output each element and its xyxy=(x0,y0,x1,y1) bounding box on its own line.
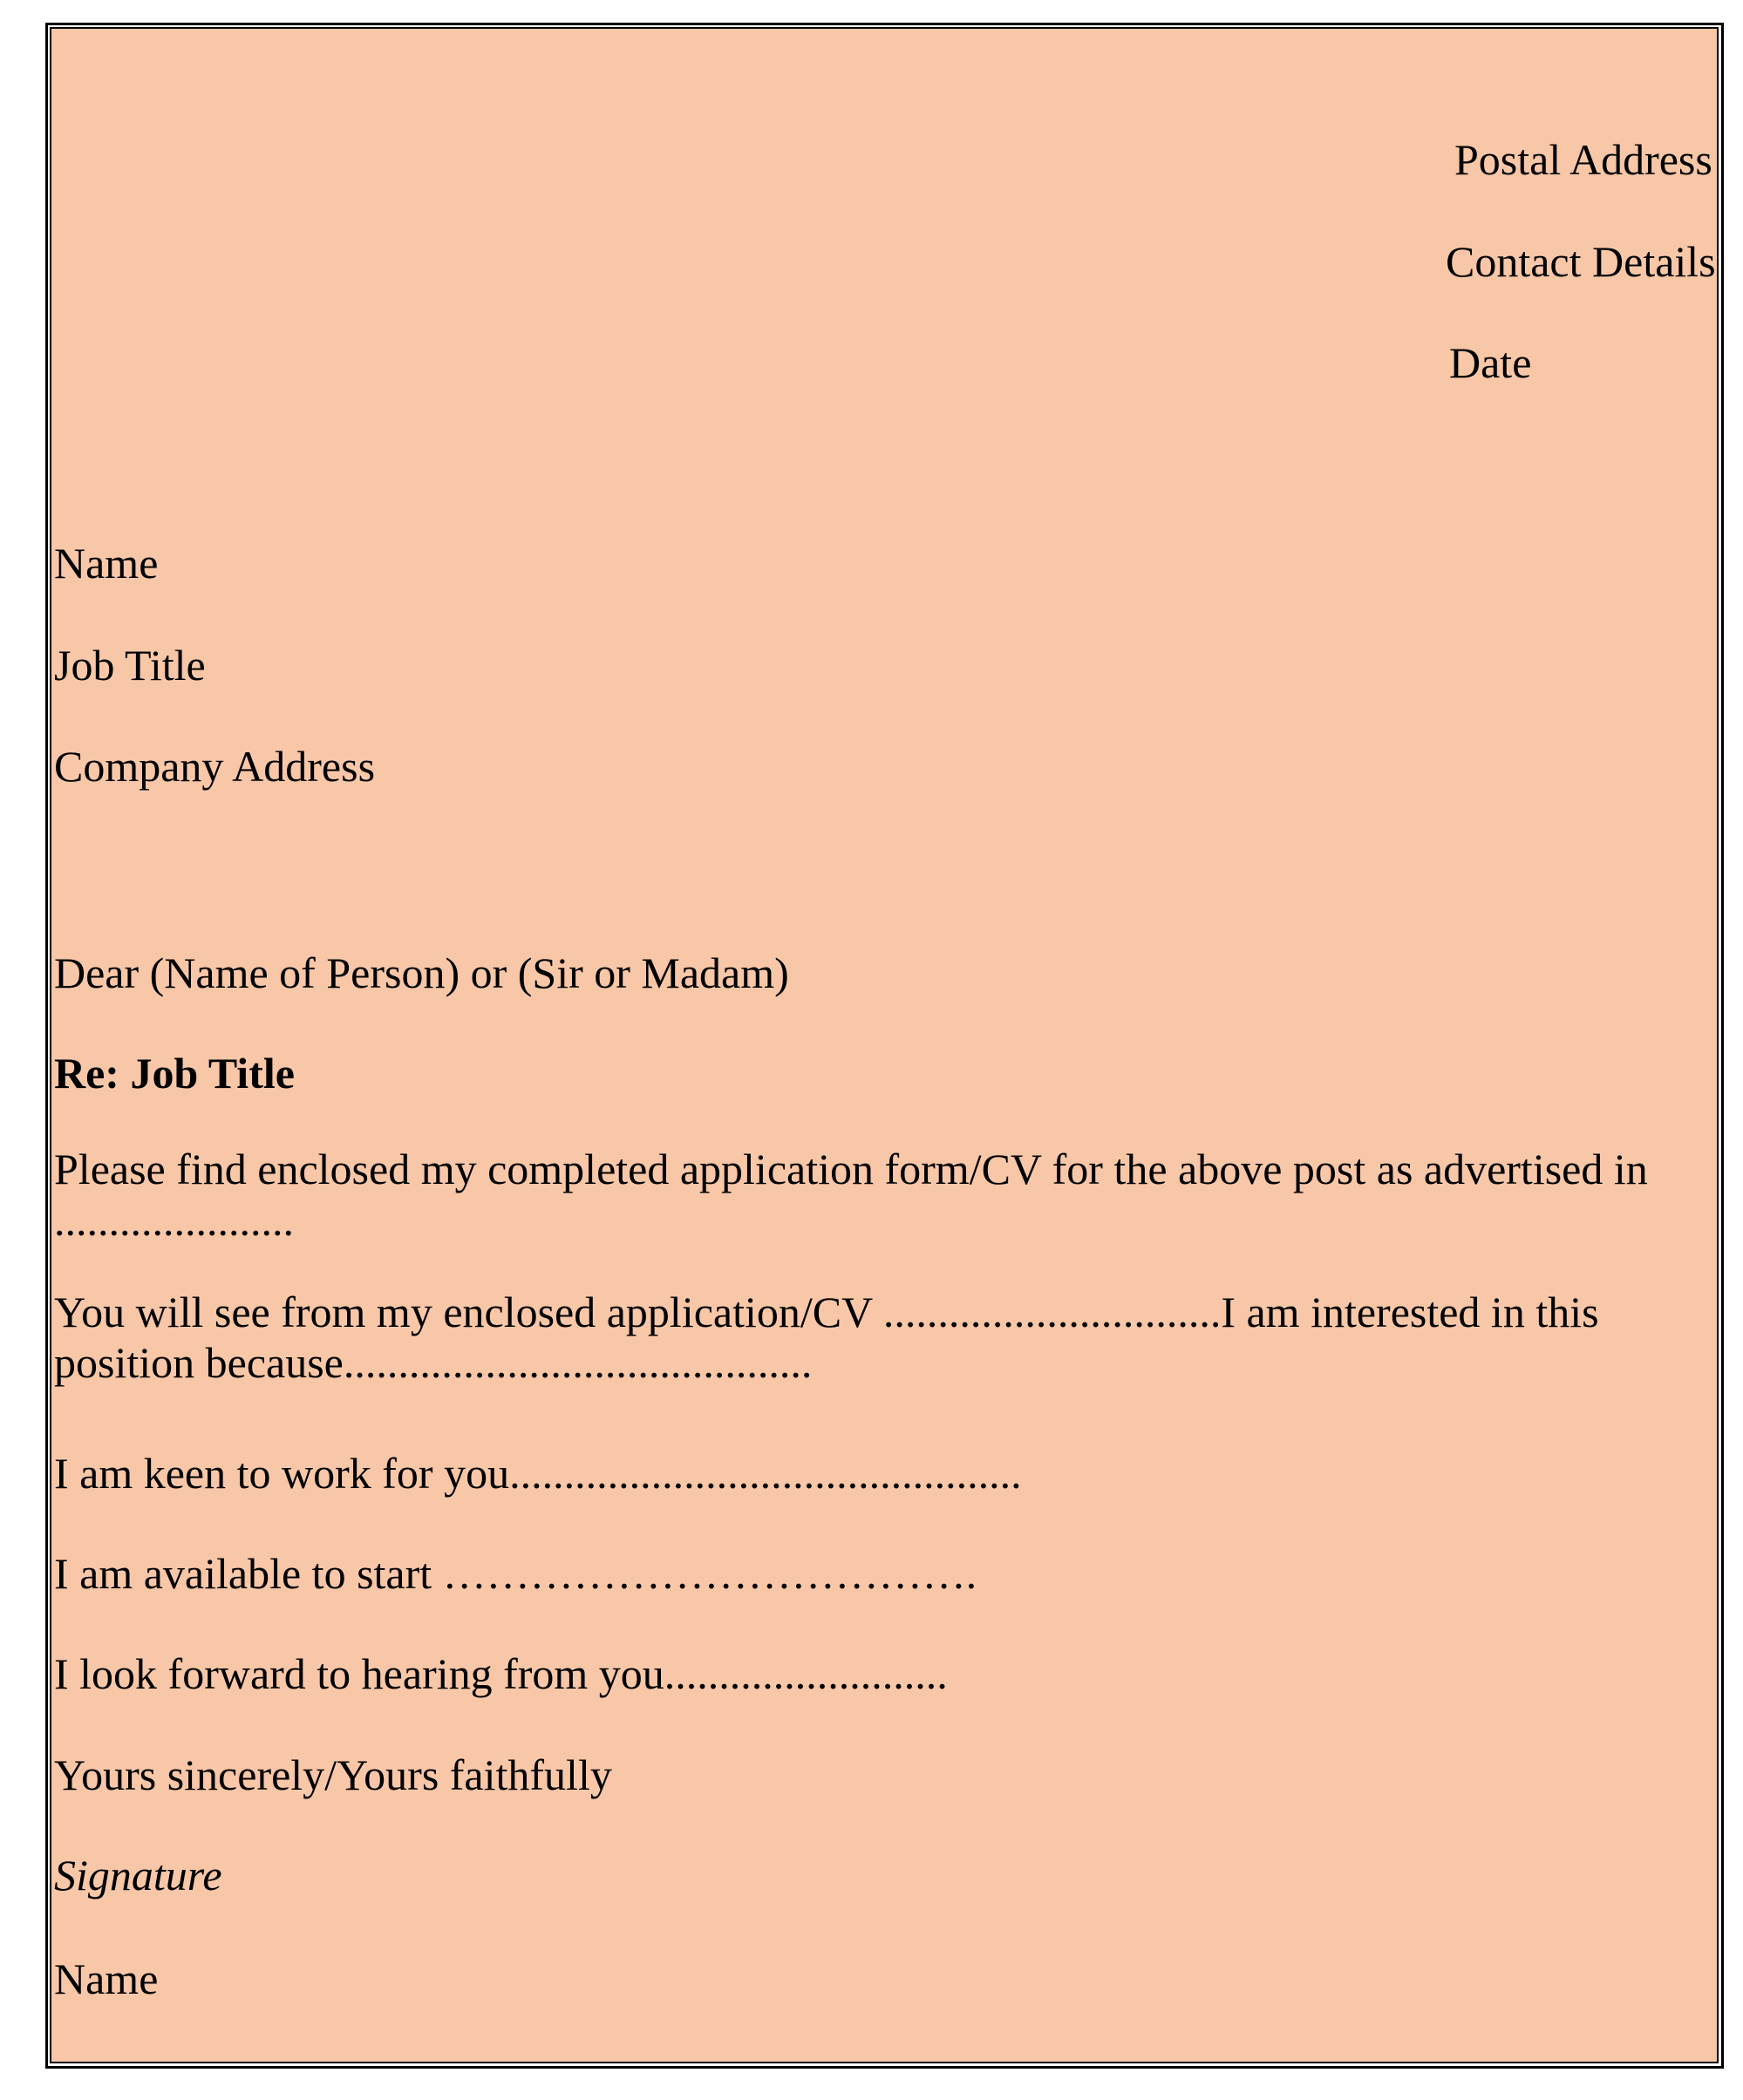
body-paragraph-1-line-1: Please find enclosed my completed application form/CV for the above post as advertised in xyxy=(54,1145,1648,1193)
closing: Yours sincerely/Yours faithfully xyxy=(54,1750,612,1799)
signoff-name: Name xyxy=(54,1954,159,2003)
salutation: Dear (Name of Person) or (Sir or Madam) xyxy=(54,948,789,997)
body-paragraph-2-line-2: position because........................................... xyxy=(54,1338,813,1387)
sender-date: Date xyxy=(1449,338,1532,387)
sender-postal-address: Postal Address xyxy=(1454,135,1712,184)
subject-line: Re: Job Title xyxy=(54,1049,295,1098)
recipient-job-title: Job Title xyxy=(54,641,206,690)
body-paragraph-5: I look forward to hearing from you.......................... xyxy=(54,1649,948,1698)
sender-contact-details: Contact Details xyxy=(1446,237,1716,286)
body-paragraph-3: I am keen to work for you............................................... xyxy=(54,1449,1022,1498)
body-paragraph-2-line-1: You will see from my enclosed application/CV ...............................I am interested in this xyxy=(54,1288,1599,1336)
recipient-company-address: Company Address xyxy=(54,742,376,791)
signature: Signature xyxy=(54,1851,222,1900)
body-paragraph-4: I am available to start ………………………………. xyxy=(54,1549,977,1598)
recipient-name: Name xyxy=(54,539,159,588)
body-paragraph-1-line-2: ...................... xyxy=(54,1196,294,1245)
